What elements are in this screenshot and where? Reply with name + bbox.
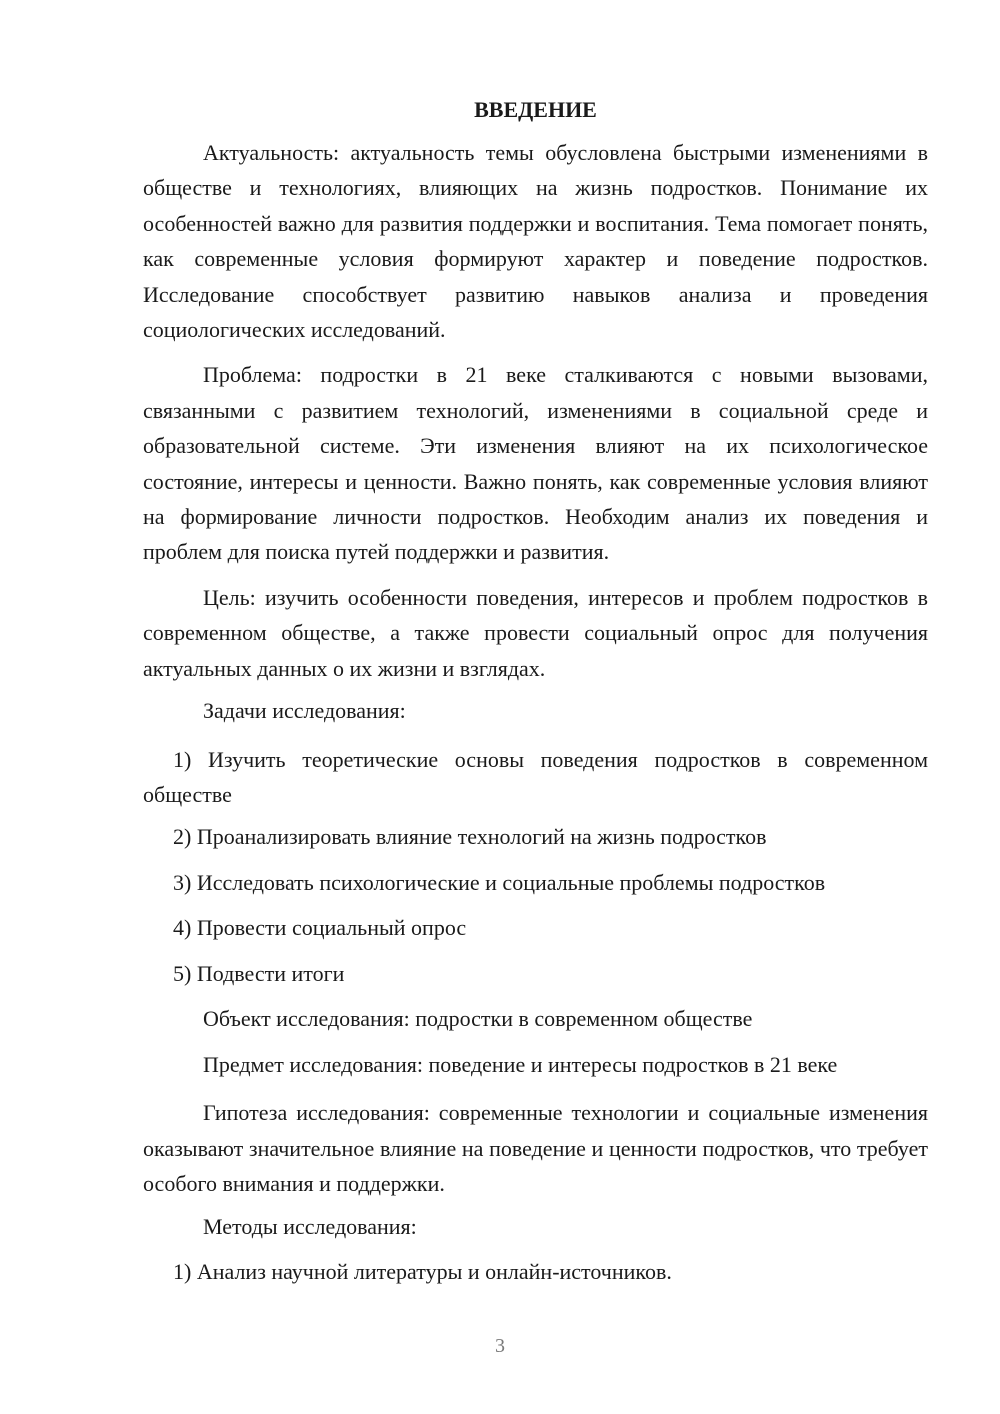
method-item: 1) Анализ научной литературы и онлайн-источников.: [173, 1259, 672, 1285]
relevance-paragraph: Актуальность: актуальность темы обусловлена быстрыми изменениями в обществе и технологиях, влияющих на жизнь подростков. Понимание их особенностей важно для развития поддержки и воспитания. Тема помогает понять, как современные условия формируют характер и поведение подростков. Исследование способствует развитию навыков анализа и проведения социологических исследований.: [143, 140, 928, 343]
task-item: 3) Исследовать психологические и социальные проблемы подростков: [173, 869, 826, 895]
page-content: [143, 95, 928, 1303]
goal-paragraph: Цель: изучить особенности поведения, интересов и проблем подростков в современном обществе, а также провести социальный опрос для получения актуальных данных о их жизни и взглядах.: [143, 584, 928, 681]
page-number: 3: [495, 1335, 505, 1357]
tasks-heading: Задачи исследования:: [203, 698, 406, 724]
hypothesis-paragraph: Гипотеза исследования: современные технологии и социальные изменения оказывают значительное влияние на поведение и ценности подростков, что требует особого внимания и поддержки.: [143, 1100, 928, 1197]
task-item: 5) Подвести итоги: [173, 960, 345, 986]
problem-paragraph: Проблема: подростки в 21 веке сталкиваются с новыми вызовами, связанными с развитием технологий, изменениями в социальной среде и образовательной системе. Эти изменения влияют на их психологическое состояние, интересы и ценности. Важно понять, как современные условия влияют на формирование личности подростков. Необходим анализ их поведения и проблем для поиска путей поддержки и развития.: [143, 362, 928, 565]
methods-heading: Методы исследования:: [203, 1213, 417, 1239]
page-title: ВВЕДЕНИЕ: [474, 97, 597, 122]
task-item: 1) Изучить теоретические основы поведения подростков в современном обществе: [143, 746, 928, 807]
task-item: 2) Проанализировать влияние технологий на жизнь подростков: [173, 824, 767, 850]
research-object: Объект исследования: подростки в современном обществе: [203, 1006, 753, 1032]
task-item: 4) Провести социальный опрос: [173, 915, 467, 941]
research-subject: Предмет исследования: поведение и интересы подростков в 21 веке: [203, 1051, 838, 1077]
